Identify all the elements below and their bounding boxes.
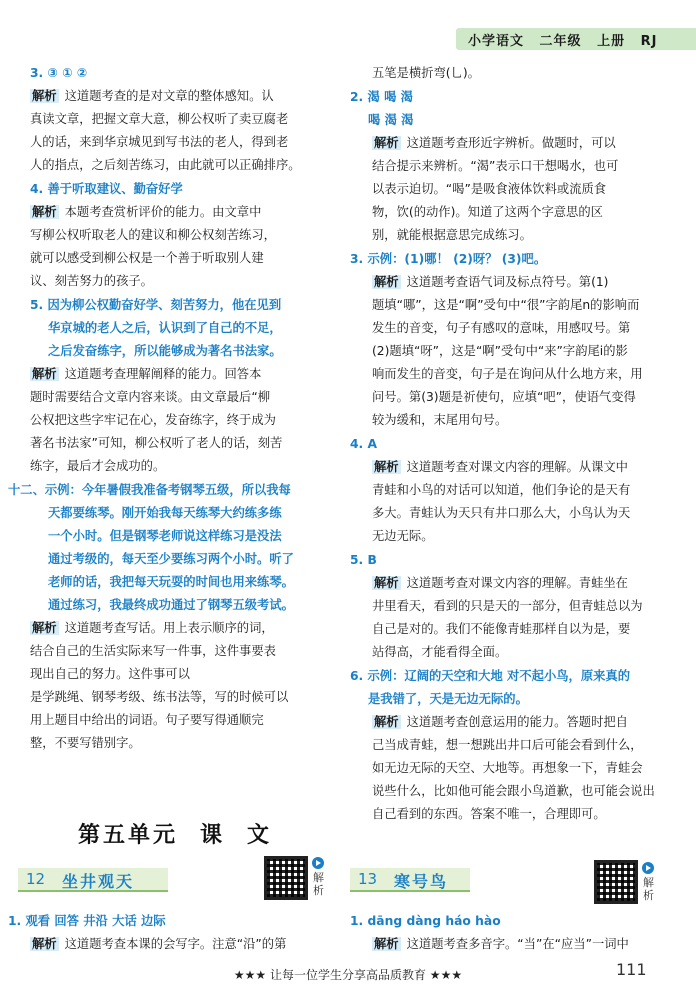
q4-analysis: 解析 本题考查赏析评价的能力。由文章中 写柳公权听取老人的建议和柳公权刻苦练习， 就可以感受到柳公权是一个善于听取别人建 议、刻苦努力的孩子。 <box>30 205 276 288</box>
header-volume: 上册 <box>597 34 626 49</box>
unit-title: 第五单元 课 文 <box>78 823 273 848</box>
analysis-tag: 解析 <box>374 937 399 951</box>
analysis-tag: 解析 <box>374 460 399 474</box>
l13-q1-analysis: 解析 这道题考查多音字。“当”在“应当”一词中 <box>374 937 629 951</box>
analysis-tag: 解析 <box>32 621 57 635</box>
analysis-tag: 解析 <box>374 715 399 729</box>
q5-answer-right: 5. B <box>350 553 377 567</box>
header-grade: 二年级 <box>539 34 582 49</box>
q5-answer: 5. 因为柳公权勤奋好学、刻苦努力，他在见到 华京城的老人之后，认识到了自己的不足， 之后发奋练字，所以能够成为著名书法家。 <box>30 298 282 358</box>
q1-continuation: 五笔是横折弯(乚)。 <box>372 66 480 80</box>
header-subject: 小学语文 <box>468 34 525 49</box>
lesson-12-bar <box>18 868 168 892</box>
q3-answer: 3. ③ ① ② <box>30 66 88 80</box>
lesson-13-bar <box>350 868 470 892</box>
lesson-13-number: 13 <box>358 870 378 888</box>
lesson-12-number: 12 <box>26 870 46 888</box>
q12-analysis: 解析 这道题考查写话。用上表示顺序的词， 结合自己的生活实际来写一件事，这件事要表 现出自己的努力。这件事可以 是学跳绳、钢琴考级、练书法等，写的时候可以 用上题目中给出的词语。句子要写得通顺完 整，不要写错别字。 <box>30 621 289 750</box>
analysis-tag: 解析 <box>374 136 399 150</box>
l13-q1-answer: 1. dāng dàng háo hào <box>350 914 501 928</box>
qr-label: 解析 <box>643 876 654 902</box>
l12-q1-answer: 1. 观看 回答 井沿 大话 边际 <box>8 914 166 928</box>
play-icon[interactable] <box>312 857 324 869</box>
page-number: 111 <box>616 960 647 979</box>
l12-q1-analysis: 解析 这道题考查本课的会写字。注意“沿”的第 <box>32 937 287 951</box>
q4-answer-right: 4. A <box>350 437 378 451</box>
q6-answer-right: 6. 示例：辽阔的天空和大地 对不起小鸟，原来真的 是我错了，天是无边无际的。 <box>350 669 631 706</box>
lesson-12-q1 <box>8 910 328 956</box>
q12-answer: 十二、示例：今年暑假我准备考钢琴五级，所以我每 天都要练琴。刚开始我每天练琴大约练多练 一个小时。但是钢琴老师说这样练习是没法 通过考级的，每天至少要练习两个小时。听了 老师的话，我把每天玩耍的时间也用来练琴。 通过练习，我最终成功通过了钢琴五级考试。 <box>8 483 294 612</box>
header-edition: RJ <box>640 34 658 49</box>
q3-answer-right: 3. 示例：(1)哪！ (2)呀？ (3)吧。 <box>350 252 547 266</box>
analysis-tag: 解析 <box>32 937 57 951</box>
q3-analysis: 解析 这道题考查的是对文章的整体感知。认 真读文章，把握文章大意，柳公权听了卖豆腐老 人的话，来到华京城见到写书法的老人，得到老 人的指点，之后刻苦练习，由此就可以正确排序。 <box>30 89 301 172</box>
q3-analysis-right: 解析 这道题考查语气词及标点符号。第(1) 题填“哪”，这是“啊”受句中“很”字韵尾n的影响而 发生的音变，句子有感叹的意味，用感叹号。第 (2)题填“呀”，这是“啊”受句中“来”字韵尾i的影 响而发生的音变，句子是在询问从什么地方来，用 问号。第(3)题是祈使句，应填“吧”，使语气变得 较为缓和，末尾用句号。 <box>372 275 643 427</box>
analysis-tag: 解析 <box>374 576 399 590</box>
play-icon[interactable] <box>642 862 654 874</box>
q2-answer: 2. 渴 喝 渴 喝 渴 渴 <box>350 90 414 127</box>
right-column <box>350 62 662 827</box>
lesson-12-title: 坐井观天 <box>62 872 135 891</box>
qr-label: 解析 <box>313 871 324 897</box>
q2-analysis: 解析 这道题考查形近字辨析。做题时，可以 结合提示来辨析。“渴”表示口干想喝水，也可 以表示迫切。“喝”是吸食液体饮料或流质食 物，饮(的动作)。知道了这两个字意思的区 别，就能根据意思完成练习。 <box>372 136 619 242</box>
q5-analysis-right: 解析 这道题考查对课文内容的理解。青蛙坐在 井里看天，看到的只是天的一部分，但青蛙总以为 自己是对的。我们不能像青蛙那样自以为是，要 站得高，才能看得全面。 <box>372 576 643 659</box>
qr-code-lesson-13[interactable] <box>594 860 638 904</box>
q6-analysis-right: 解析 这道题考查创意运用的能力。答题时把自 己当成青蛙，想一想跳出井口后可能会看到什么， 如无边无际的天空、大地等。再想象一下，青蛙会 说些什么，比如他可能会跟小鸟道歉，也可能会说出 自己看到的东西。答案不唯一，合理即可。 <box>372 715 655 821</box>
left-column <box>8 62 335 756</box>
q4-analysis-right: 解析 这道题考查对课文内容的理解。从课文中 青蛙和小鸟的对话可以知道，他们争论的是天有 多大。青蛙认为天只有井口那么大，小鸟认为天 无边无际。 <box>372 460 631 543</box>
lesson-13-title: 寒号鸟 <box>394 872 449 891</box>
lesson-13-q1 <box>350 910 670 956</box>
header-info <box>468 30 668 49</box>
analysis-tag: 解析 <box>32 205 57 219</box>
q4-answer: 4. 善于听取建议、勤奋好学 <box>30 182 183 196</box>
q5-analysis: 解析 这道题考查理解阐释的能力。回答本 题时需要结合文章内容来谈。由文章最后“柳 公权把这些字牢记在心，发奋练字，终于成为 著名书法家”可知，柳公权听了老人的话，刻苦 练字，最后才会成功的。 <box>30 367 283 473</box>
analysis-tag: 解析 <box>374 275 399 289</box>
analysis-tag: 解析 <box>32 367 57 381</box>
analysis-tag: 解析 <box>32 89 57 103</box>
qr-code-lesson-12[interactable] <box>264 856 308 900</box>
footer-slogan: ★★★ 让每一位学生分享高品质教育 ★★★ <box>233 968 463 982</box>
